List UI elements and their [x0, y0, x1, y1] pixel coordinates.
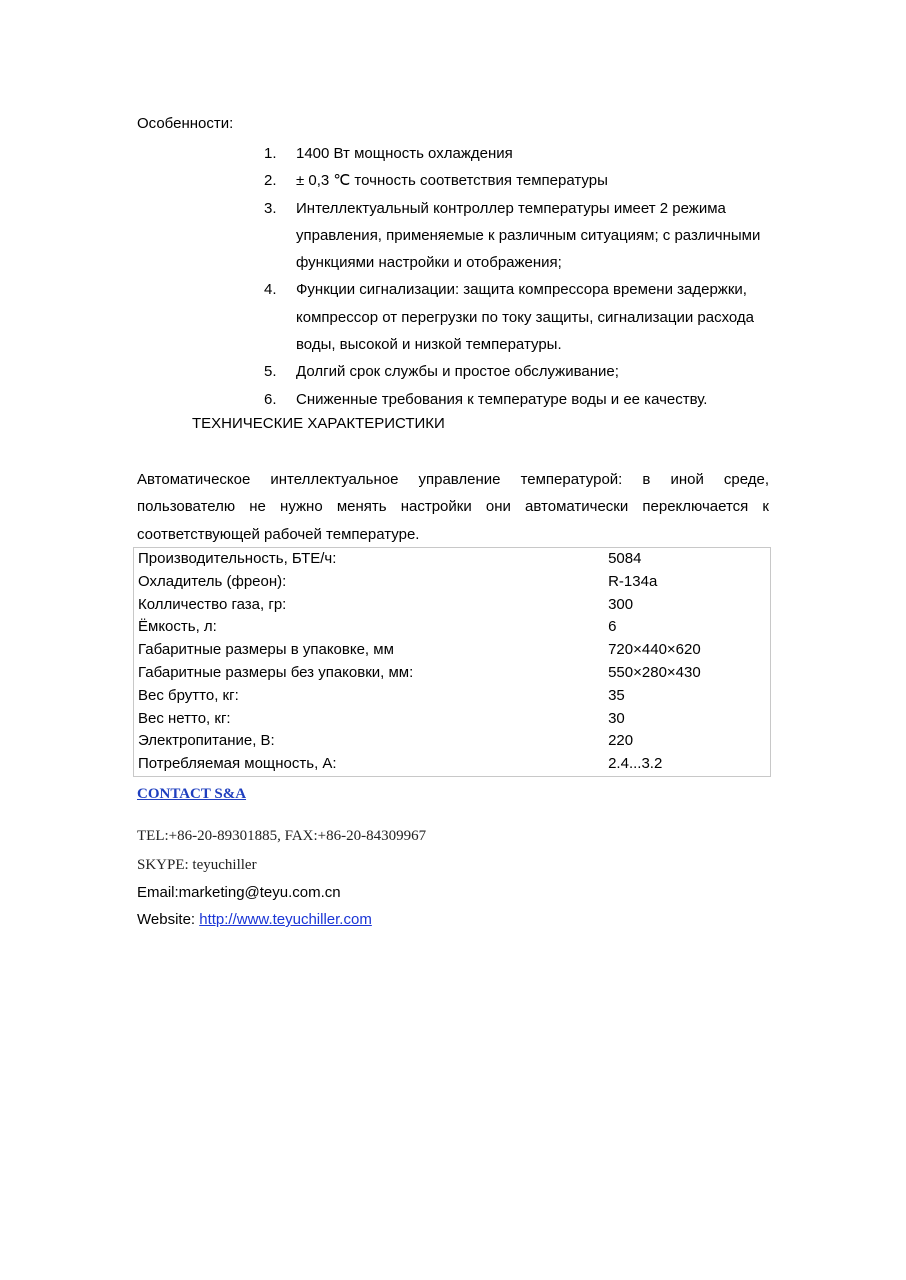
- skype-line: SKYPE: teyuchiller: [137, 857, 257, 873]
- feature-text: Сниженные требования к температуре воды и ее качеству.: [296, 390, 708, 408]
- feature-item: [264, 140, 784, 167]
- table-row: [134, 594, 771, 617]
- feature-number: 4.: [264, 281, 277, 299]
- intro-paragraph: Автоматическое интеллектуальное управление температурой: в иной среде, пользователю не нужно менять настройки они автоматически переключается к соответствующей рабочей температуре.: [137, 471, 769, 543]
- spec-table: [133, 547, 771, 777]
- spec-value: 35: [608, 686, 625, 704]
- feature-item: [264, 276, 784, 358]
- spec-value: 30: [608, 709, 625, 727]
- website-link[interactable]: http://www.teyuchiller.com: [199, 911, 372, 928]
- contact-link[interactable]: CONTACT S&A: [137, 786, 247, 802]
- feature-text: Долгий срок службы и простое обслуживание;: [296, 363, 619, 381]
- spec-label: Габаритные размеры в упаковке, мм: [138, 641, 394, 659]
- feature-number: 3.: [264, 199, 277, 217]
- spec-value: 300: [608, 595, 634, 613]
- features-heading: Особенности:: [137, 115, 234, 132]
- feature-number: 1.: [264, 145, 277, 162]
- spec-value: 550×280×430: [608, 663, 701, 681]
- email-line: Email:marketing@teyu.com.cn: [137, 884, 341, 901]
- tech-specs-heading: ТЕХНИЧЕСКИЕ ХАРАКТЕРИСТИКИ: [192, 415, 445, 432]
- table-row: [134, 662, 771, 685]
- table-row: [134, 730, 771, 753]
- spec-label: Габаритные размеры без упаковки, мм:: [138, 663, 414, 681]
- table-row: [134, 753, 771, 776]
- feature-number: 5.: [264, 363, 277, 381]
- spec-label: Вес нетто, кг:: [138, 709, 231, 727]
- feature-text: 1400 Вт мощность охлаждения: [296, 145, 513, 162]
- spec-label: Охладитель (фреон):: [138, 572, 287, 590]
- spec-label: Ёмкость, л:: [138, 618, 217, 636]
- feature-item: [264, 358, 784, 385]
- spec-value: 220: [608, 732, 634, 750]
- feature-item: [264, 195, 784, 277]
- spec-label: Вес брутто, кг:: [138, 686, 239, 704]
- table-row: [134, 685, 771, 708]
- website-label: Website:: [137, 911, 200, 928]
- feature-list: [264, 140, 784, 413]
- spec-value: 720×440×620: [608, 641, 701, 659]
- table-row: [134, 616, 771, 639]
- feature-text: Интеллектуальный контроллер температуры имеет 2 режима управления, применяемые к различным ситуациям; с различными функциями настройки и отображения;: [296, 199, 761, 272]
- feature-item: [264, 386, 784, 413]
- spec-value: 5084: [608, 550, 642, 567]
- feature-text: ± 0,3 ℃ точность соответствия температуры: [296, 172, 608, 190]
- tel-fax-line: TEL:+86-20-89301885, FAX:+86-20-84309967: [137, 828, 427, 844]
- table-row: [134, 708, 771, 731]
- spec-label: Производительность, БТЕ/ч:: [138, 550, 337, 567]
- feature-number: 2.: [264, 172, 277, 190]
- spec-label: Колличество газа, гр:: [138, 595, 287, 613]
- table-row: [134, 571, 771, 594]
- feature-text: Функции сигнализации: защита компрессора времени задержки, компрессор от перегрузки по току защиты, сигнализации расхода воды, высокой и низкой температуры.: [296, 281, 755, 354]
- spec-label: Электропитание, В:: [138, 732, 275, 750]
- table-row: [134, 639, 771, 662]
- spec-value: R-134a: [608, 572, 658, 590]
- spec-value: 6: [608, 618, 617, 636]
- website-line: [137, 911, 372, 928]
- feature-number: 6.: [264, 390, 277, 408]
- table-row: [134, 548, 771, 571]
- spec-value: 2.4...3.2: [608, 755, 663, 773]
- feature-item: [264, 167, 784, 194]
- spec-label: Потребляемая мощность, А:: [138, 755, 337, 773]
